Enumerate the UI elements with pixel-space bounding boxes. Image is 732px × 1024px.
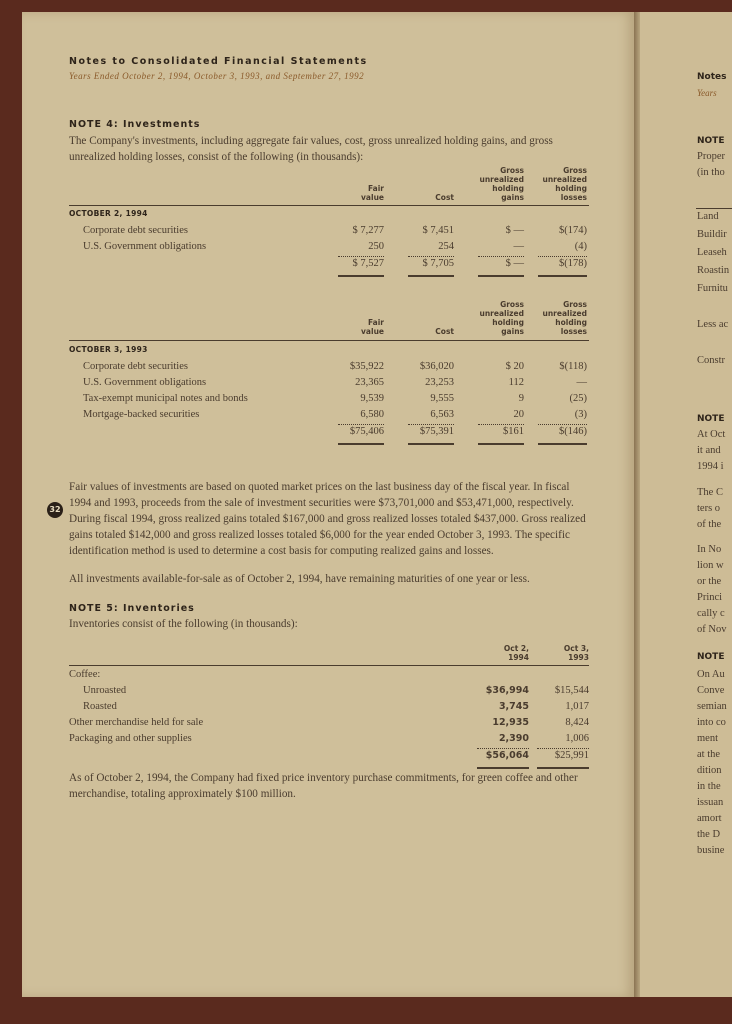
total-cost: $ 7,705 [422, 258, 454, 269]
total-rule [478, 424, 524, 425]
facing-rule [696, 208, 732, 209]
row-label: Other merchandise held for sale [69, 717, 204, 728]
col-header-cost: Cost [435, 327, 454, 336]
cell-gains: $ — [505, 225, 524, 236]
row-label: Corporate debt securities [83, 361, 188, 372]
cell-gains: $ 20 [505, 361, 524, 372]
table-row [69, 701, 589, 715]
table-row [69, 377, 589, 391]
facing-line: ment [697, 733, 718, 744]
total-double-rule [338, 443, 384, 445]
col-header-gains: Gross unrealized holding gains [479, 166, 524, 202]
facing-line: it and [697, 445, 721, 456]
facing-line: semian [697, 701, 727, 712]
cell-1993: 8,424 [565, 717, 589, 728]
table-row [69, 361, 589, 375]
total-rule [338, 424, 384, 425]
cell-gains: 9 [518, 393, 524, 404]
total-1994: $56,064 [485, 750, 529, 761]
investments-table-1993 [69, 295, 589, 473]
facing-line: In No [697, 544, 722, 555]
section-label-1993: OCTOBER 3, 1993 [69, 345, 148, 354]
facing-table-row: Leaseh [697, 247, 727, 258]
cell-gains: 20 [513, 409, 524, 420]
cell-1994: 3,745 [498, 701, 529, 712]
total-rule [537, 748, 589, 749]
cell-losses: (4) [574, 241, 587, 252]
facing-line: or the [697, 576, 722, 587]
facing-line: into co [697, 717, 726, 728]
row-label: U.S. Government obligations [83, 241, 207, 252]
cell-1993: 1,017 [565, 701, 589, 712]
facing-line: Conve [697, 685, 725, 696]
facing-line: 1994 i [697, 461, 724, 472]
cell-gains: — [513, 241, 524, 252]
total-double-rule [538, 443, 587, 445]
facing-page [640, 12, 732, 997]
facing-line: busine [697, 845, 725, 856]
facing-line: Princi [697, 592, 723, 603]
table-row [69, 733, 589, 747]
note4-paragraph-1: Fair values of investments are based on quoted market prices on the last business day of the fiscal year. In fiscal 1994 and 1993, proceeds from the sale of investment securities were $73,701,000 and $53,471,000, respectively. During fiscal 1994, gross realized gains totaled $167,000 and gross realized losses totaled $437,000. Gross realized gains totaled $142,000 and gross realized losses totaled $6,000 for the year ended October 3, 1993. The specific identification method is used to determine a cost basis for computing realized gains and losses. [69, 481, 586, 557]
cell-1994: 2,390 [498, 733, 529, 744]
section-label-1994: OCTOBER 2, 1994 [69, 209, 148, 218]
total-double-rule [477, 767, 529, 769]
facing-line: of the [697, 519, 722, 530]
total-row [69, 258, 589, 272]
facing-line: The C [697, 487, 723, 498]
cell-1994: 12,935 [492, 717, 529, 728]
facing-line: of Nov [697, 624, 727, 635]
cell-fair: 23,365 [355, 377, 384, 388]
cell-fair: $35,922 [349, 361, 384, 372]
total-1993: $25,991 [554, 750, 589, 761]
cell-cost: 254 [438, 241, 454, 252]
cell-1993: $15,544 [554, 685, 589, 696]
row-label: Corporate debt securities [83, 225, 188, 236]
facing-line: On Au [697, 669, 725, 680]
cell-losses: — [576, 377, 587, 388]
col-header-losses: Gross unrealized holding losses [542, 166, 587, 202]
total-rule [408, 256, 454, 257]
table-row [69, 241, 589, 255]
cell-fair: $ 7,277 [352, 225, 384, 236]
col-header-fair-value: Fair value [361, 184, 384, 202]
facing-line: dition [697, 765, 722, 776]
total-fair: $75,406 [349, 426, 384, 437]
total-gains: $ — [505, 258, 524, 269]
cell-1993: 1,006 [565, 733, 589, 744]
row-label: Unroasted [83, 685, 127, 696]
total-gains: $161 [503, 426, 524, 437]
facing-header-title: Notes [697, 72, 727, 82]
cell-losses: $(118) [559, 361, 587, 372]
cell-gains: 112 [508, 377, 524, 388]
note4-intro: The Company's investments, including aggregate fair values, cost, gross unrealized holding gains, and gross unrealized holding losses, consist of the following (in thousands): [69, 135, 553, 163]
facing-table-row: Roastin [697, 265, 730, 276]
table-row [69, 409, 589, 423]
facing-line: the D [697, 829, 721, 840]
table-row [69, 393, 589, 407]
total-rule [538, 424, 587, 425]
total-rule [478, 256, 524, 257]
facing-line: (in tho [697, 167, 725, 178]
total-row [69, 426, 589, 440]
cell-cost: $ 7,451 [422, 225, 454, 236]
total-rule [538, 256, 587, 257]
facing-line: At Oct [697, 429, 726, 440]
table-rule [69, 205, 589, 206]
note4-paragraph-2: All investments available-for-sale as of October 2, 1994, have remaining maturities of one year or less. [69, 573, 530, 585]
total-double-rule [338, 275, 384, 277]
col-header-losses: Gross unrealized holding losses [542, 300, 587, 336]
facing-line: amort [697, 813, 722, 824]
facing-line: issuan [697, 797, 724, 808]
total-double-rule [538, 275, 587, 277]
investments-table-1994 [69, 165, 589, 295]
facing-table-row: Furnitu [697, 283, 728, 294]
page-header-title: Notes to Consolidated Financial Statements [69, 56, 368, 67]
col-header-fair-value: Fair value [361, 318, 384, 336]
table-rule [69, 665, 589, 666]
col-header-oct-1994: Oct 2, 1994 [503, 644, 529, 662]
facing-line: cally c [697, 608, 725, 619]
facing-header-sub: Years [697, 88, 717, 98]
total-rule [477, 748, 529, 749]
note5-heading: NOTE 5: Inventories [69, 603, 195, 614]
cell-losses: $(174) [559, 225, 587, 236]
total-double-rule [478, 443, 524, 445]
total-double-rule [478, 275, 524, 277]
facing-line: in the [697, 781, 721, 792]
cell-fair: 9,539 [360, 393, 384, 404]
facing-table-row: Land [697, 211, 719, 222]
cell-1994: $36,994 [485, 685, 529, 696]
inventories-table [69, 632, 589, 761]
row-label: U.S. Government obligations [83, 377, 207, 388]
coffee-label: Coffee: [69, 669, 101, 680]
cell-cost: 23,253 [425, 377, 454, 388]
row-label: Roasted [83, 701, 117, 712]
cell-losses: (3) [574, 409, 587, 420]
row-label: Mortgage-backed securities [83, 409, 200, 420]
facing-line: ters o [697, 503, 721, 514]
total-rule [408, 424, 454, 425]
facing-note-heading: NOTE [697, 414, 725, 424]
cell-fair: 6,580 [360, 409, 384, 420]
row-label: Tax-exempt municipal notes and bonds [83, 393, 248, 404]
total-double-rule [537, 767, 589, 769]
note5-intro: Inventories consist of the following (in thousands): [69, 618, 298, 630]
cell-losses: (25) [569, 393, 587, 404]
facing-table-row: Constr [697, 355, 726, 366]
total-row [69, 750, 589, 764]
cell-fair: 250 [368, 241, 384, 252]
cell-cost: $36,020 [419, 361, 454, 372]
row-label: Packaging and other supplies [69, 733, 192, 744]
facing-table-row: Buildir [697, 229, 727, 240]
facing-note-heading: NOTE [697, 652, 725, 662]
total-losses: $(178) [559, 258, 587, 269]
facing-table-row: Less ac [697, 319, 729, 330]
facing-line: at the [697, 749, 721, 760]
notes-content [69, 56, 589, 802]
facing-line: lion w [697, 560, 724, 571]
col-header-cost: Cost [435, 193, 454, 202]
table-row [69, 225, 589, 239]
total-double-rule [408, 275, 454, 277]
page-number-badge: 32 [47, 502, 63, 518]
total-rule [338, 256, 384, 257]
facing-line: Proper [697, 151, 725, 162]
note5-closing: As of October 2, 1994, the Company had fixed price inventory purchase commitments, for green coffee and other merchandise, totaling approximately $100 million. [69, 772, 578, 800]
table-rule [69, 340, 589, 341]
table-row [69, 717, 589, 731]
col-header-oct-1993: Oct 3, 1993 [563, 644, 589, 662]
facing-note-heading: NOTE [697, 136, 725, 146]
coffee-label-row [69, 669, 589, 683]
cell-cost: 6,563 [430, 409, 454, 420]
total-cost: $75,391 [419, 426, 454, 437]
page-header-subtitle: Years Ended October 2, 1994, October 3, 1993, and September 27, 1992 [69, 71, 365, 81]
col-header-gains: Gross unrealized holding gains [479, 300, 524, 336]
total-losses: $(146) [559, 426, 587, 437]
note4-heading: NOTE 4: Investments [69, 119, 201, 130]
table-row [69, 685, 589, 699]
total-double-rule [408, 443, 454, 445]
cell-cost: 9,555 [430, 393, 454, 404]
total-fair: $ 7,527 [352, 258, 384, 269]
